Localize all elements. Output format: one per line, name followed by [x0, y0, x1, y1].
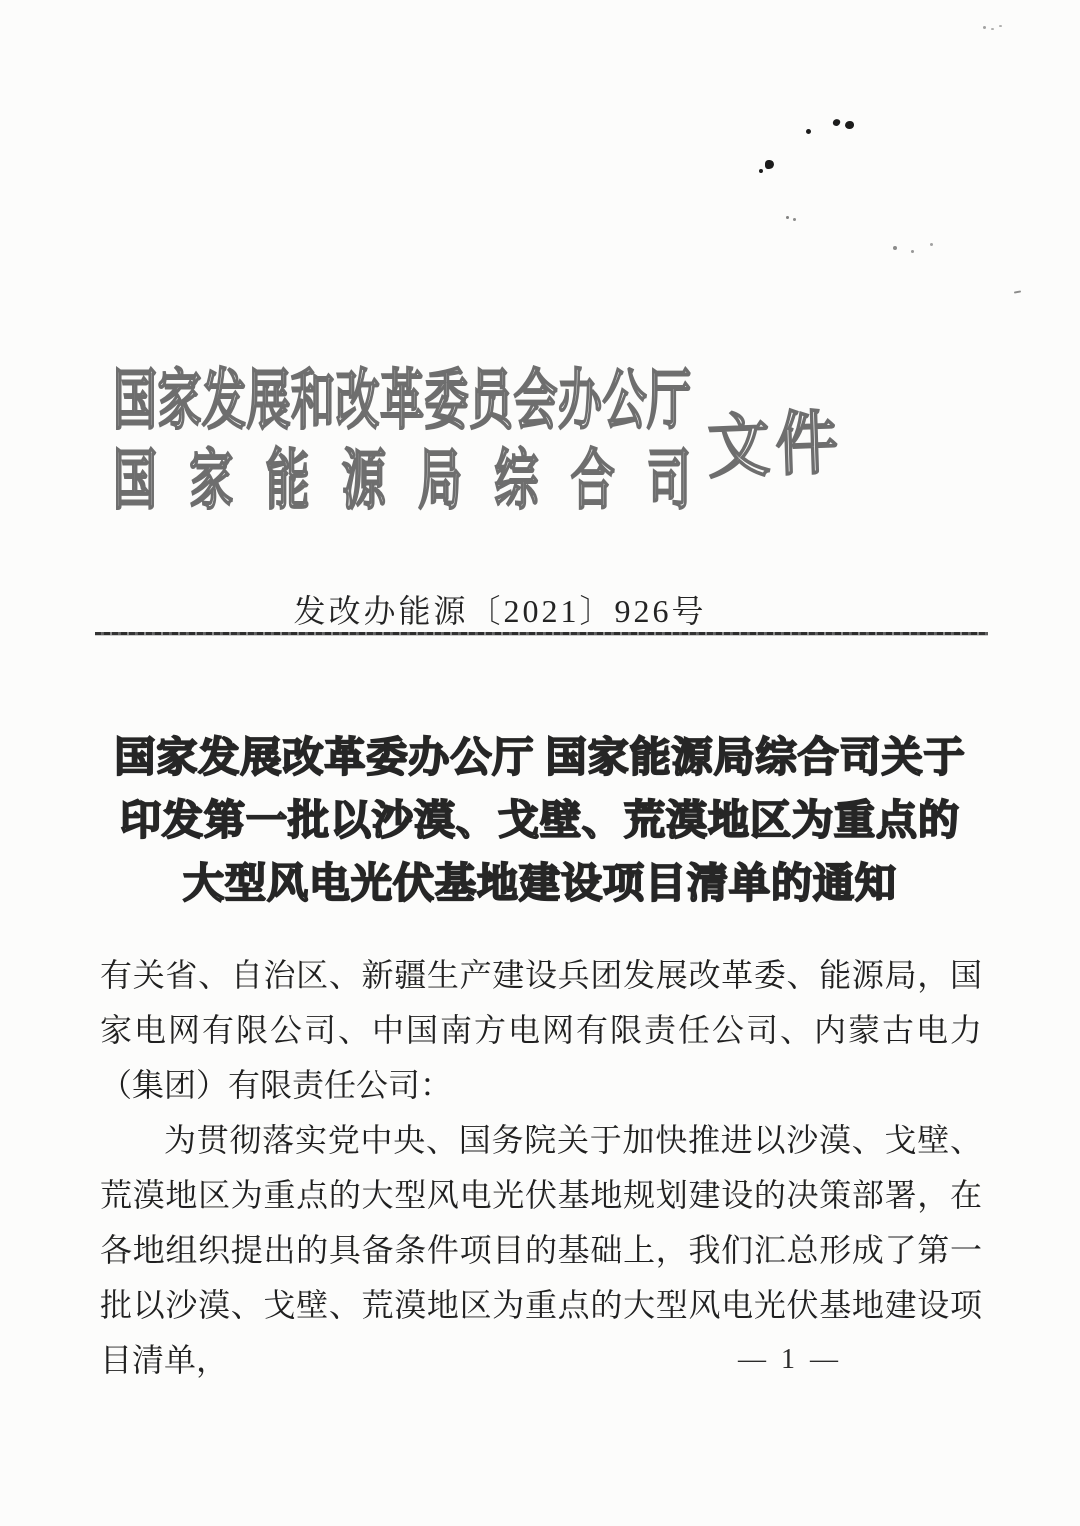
letterhead-doc-type-label: 文件	[706, 405, 845, 488]
scan-speckle	[911, 250, 914, 253]
letterhead	[113, 362, 691, 522]
scan-speckle	[793, 218, 796, 221]
title-line-3: 大型风电光伏基地建设项目清单的通知	[183, 860, 897, 906]
body-paragraph-1: 为贯彻落实党中央、国务院关于加快推进以沙漠、戈壁、荒漠地区为重点的大型风电光伏基地规划建设的决策部署，在各地组织提出的具备条件项目的基础上，我们汇总形成了第一批以沙漠、戈壁、荒漠地区为重点的大型风电光伏基地建设项目清单，	[100, 1122, 982, 1378]
scan-speckle	[991, 28, 994, 30]
document-body	[100, 948, 982, 1388]
scan-speckle	[1014, 290, 1021, 293]
letterhead-org-line-1: 国家发展和改革委员会办公厅	[113, 364, 691, 438]
scan-speckle	[765, 160, 774, 169]
scan-speckle	[893, 246, 897, 250]
letterhead-org-line-2: 国家能源局综合司	[113, 444, 691, 518]
document-title	[0, 726, 1080, 915]
scan-speckle	[845, 121, 854, 129]
scan-speckle	[930, 243, 933, 246]
body-addressee: 有关省、自治区、新疆生产建设兵团发展改革委、能源局，国家电网有限公司、中国南方电网有限责任公司、内蒙古电力（集团）有限责任公司：	[100, 957, 982, 1103]
title-line-1: 国家发展改革委办公厅 国家能源局综合司关于	[114, 734, 966, 780]
separator-rule	[95, 632, 988, 635]
scan-speckle	[983, 26, 986, 29]
scan-speckle	[759, 169, 763, 173]
document-number: 发改办能源〔2021〕926号	[293, 593, 707, 629]
scan-speckle	[999, 25, 1002, 27]
scan-speckle	[786, 216, 789, 219]
scan-speckle	[832, 118, 841, 127]
page-number: — 1 —	[738, 1344, 842, 1375]
title-line-2: 印发第一批以沙漠、戈壁、荒漠地区为重点的	[120, 797, 960, 843]
scan-speckle	[806, 129, 811, 134]
